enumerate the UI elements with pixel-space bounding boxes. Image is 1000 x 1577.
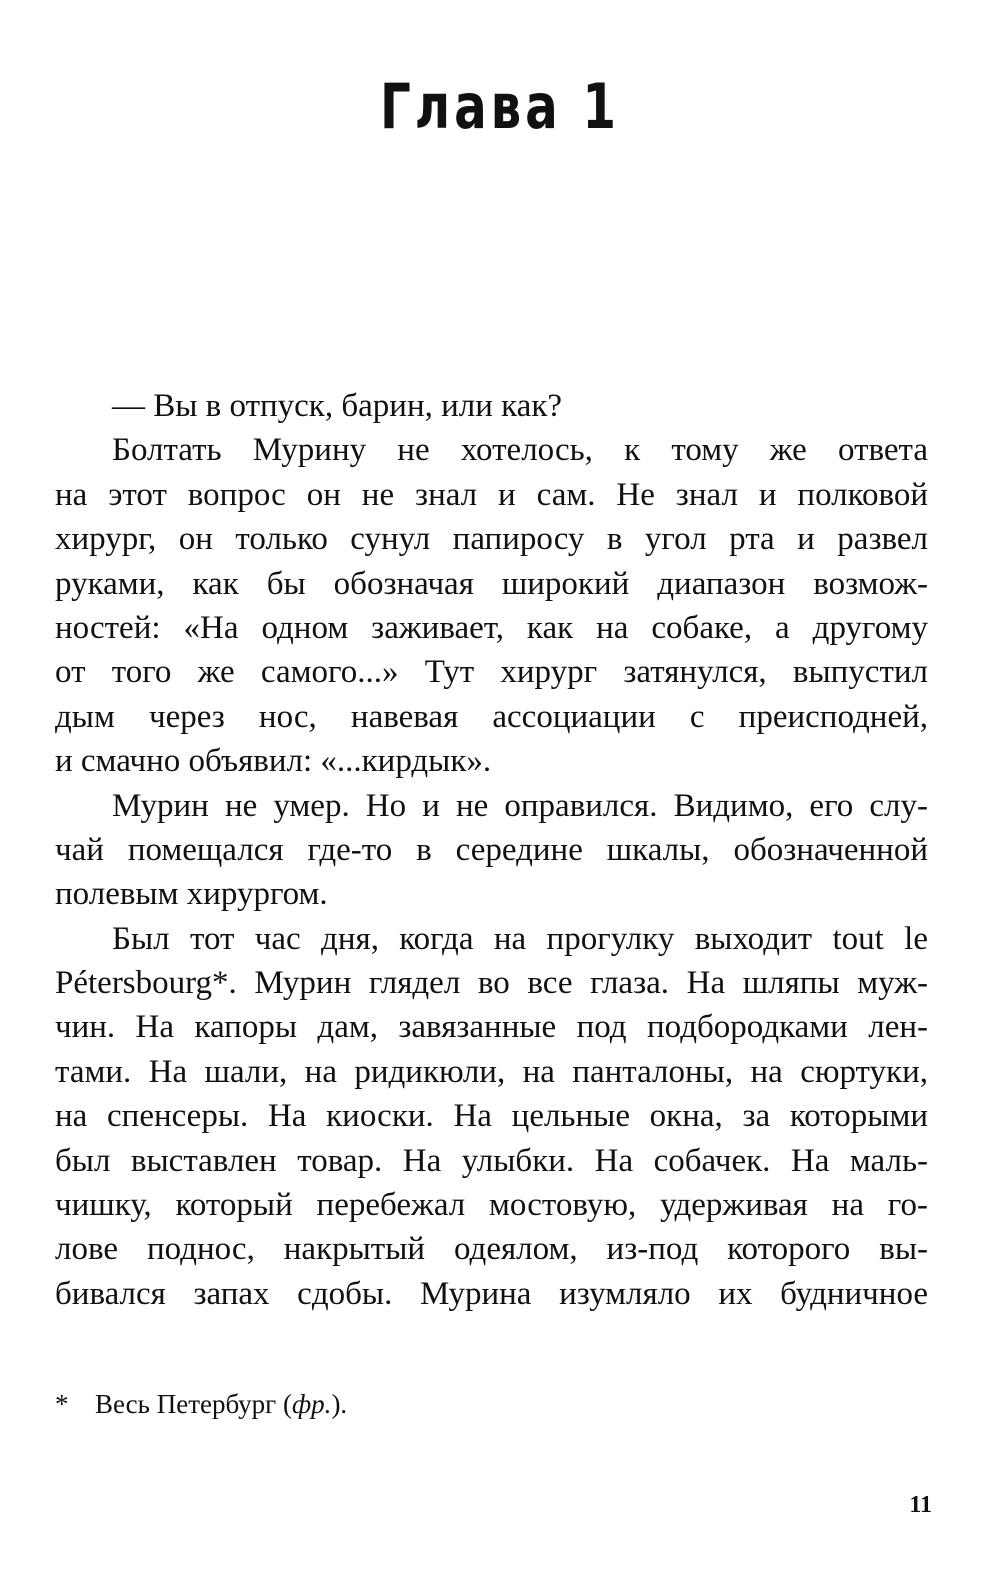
chapter-title: Глава 1 [380,70,620,143]
text-line: лове поднос, накрытый одеялом, из-под которого вы- [55,1231,928,1268]
text-line: чай помещался где-то в середине шкалы, обозначенной [55,831,928,868]
footnote [55,1384,928,1424]
text-line: от того же самого...» Тут хирург затянулся, выпустил [55,654,928,691]
text-line: и смачно объявил: «...кирдык». [55,743,492,780]
text-line: чин. На капоры дам, завязанные под подбородками лен- [55,1009,928,1046]
footnote-language-abbr: фр. [292,1389,332,1419]
text-line: Pétersbourg*. Мурин глядел во все глаза. На шляпы муж- [55,965,928,1002]
footnote-text: Весь Петербург ( [95,1389,293,1419]
text-line: Мурин не умер. Но и не оправился. Видимо, его слу- [112,787,928,824]
text-line: на этот вопрос он не знал и сам. Не знал и полковой [55,476,928,513]
text-line: бивался запах сдобы. Мурина изумляло их будничное [55,1275,928,1312]
text-line: полевым хирургом. [55,876,328,913]
text-line: — Вы в отпуск, барин, или как? [112,388,562,424]
text-line: на спенсеры. На киоски. На цельные окна, за которыми [55,1098,928,1135]
text-line: Был тот час дня, когда на прогулку выходит tout le [112,920,928,957]
text-line: дым через нос, навевая ассоциации с преисподней, [55,698,928,735]
text-line: чишку, который перебежал мостовую, удерживая на го- [55,1187,928,1224]
text-line: ностей: «На одном заживает, как на собаке, а другому [55,609,928,646]
text-line: хирург, он только сунул папиросу в угол рта и развел [55,521,928,558]
page-number: 11 [909,1492,932,1518]
text-line: руками, как бы обозначая широкий диапазон возмож- [55,565,928,602]
footnote-marker: * [55,1389,69,1419]
footnote-close: ). [331,1389,348,1419]
text-line: был выставлен товар. На улыбки. На собачек. На маль- [55,1142,928,1179]
text-line: Болтать Мурину не хотелось, к тому же ответа [112,432,928,469]
text-line: тами. На шали, на ридикюли, на панталоны, на сюртуки, [55,1053,928,1090]
chapter-body-text [55,384,928,1316]
